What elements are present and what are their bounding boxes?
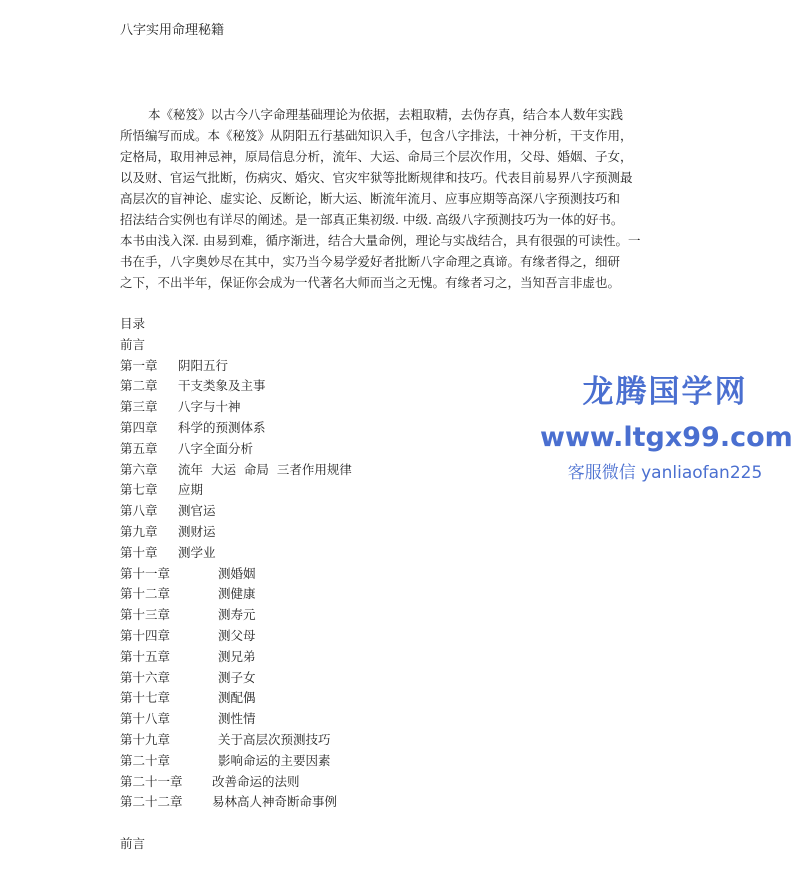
chapter-title: 测配偶 [218,690,256,706]
chapter-title: 流年 大运 命局 三者作用规律 [178,461,352,477]
toc-item [120,418,352,439]
chapter-number: 第十章 [120,544,158,560]
chapter-title: 八字全面分析 [178,440,254,456]
chapter-number: 第二十章 [120,752,171,768]
chapter-number: 第一章 [120,357,158,373]
toc-item [120,376,352,397]
toc-item [120,647,352,668]
watermark-url: www.ltgx99.com [540,422,793,453]
toc-preface: 前言 [120,336,146,352]
intro-line: 以及财、官运气批断，伤病灾、婚灾、官灾牢狱等批断规律和技巧。代表目前易界八字预测最 [120,170,633,185]
chapter-title: 测学业 [178,544,216,560]
chapter-title: 测寿元 [218,607,256,623]
chapter-title: 阴阳五行 [178,357,229,373]
intro-line: 本《秘笈》以古今八字命理基础理论为依据，去粗取精，去伪存真，结合本人数年实践 [148,107,624,122]
toc-item [120,605,352,626]
chapter-title: 测婚姻 [218,565,256,581]
chapter-number: 第十四章 [120,627,171,643]
chapter-title: 改善命运的法则 [212,773,300,789]
chapter-title: 干支类象及主事 [178,378,266,394]
chapter-number: 第二十二章 [120,794,183,810]
toc-item [120,501,352,522]
table-of-contents [120,314,352,813]
toc-item [120,626,352,647]
chapter-number: 第十五章 [120,648,171,664]
chapter-number: 第五章 [120,440,158,456]
chapter-title: 易林高人神奇断命事例 [212,794,338,810]
watermark-site-name: 龙腾国学网 [582,374,748,410]
watermark-contact: 客服微信 yanliaofan225 [567,463,763,483]
chapter-number: 第三章 [120,399,158,415]
toc-item [120,751,352,772]
chapter-number: 第十六章 [120,669,171,685]
toc-heading: 目录 [120,316,146,331]
chapter-title: 测官运 [178,503,216,519]
chapter-title: 科学的预测体系 [178,419,266,435]
chapter-title: 测父母 [218,627,256,643]
intro-line: 之下，不出半年，保证你会成为一代著名大师而当之无愧。有缘者习之，当知吾言非虚也。 [120,275,621,290]
chapter-number: 第十一章 [120,565,171,581]
chapter-number: 第十三章 [120,607,171,623]
intro-line: 高层次的盲神论、虚实论、反断论，断大运、断流年流月、应事应期等高深八字预测技巧和 [120,191,621,206]
chapter-number: 第二章 [120,378,158,394]
chapter-title: 应期 [178,482,204,498]
toc-item [120,668,352,689]
toc-item [120,439,352,460]
intro-line: 书在手，八字奥妙尽在其中，实乃当今易学爱好者批断八字命理之真谛。有缘者得之，细研 [120,254,621,269]
preface-heading: 前言 [120,836,146,851]
toc-item [120,584,352,605]
intro-line: 本书由浅入深. 由易到难，循序渐进，结合大量命例，理论与实战结合，具有很强的可读性。一 [120,233,641,248]
toc-item [120,772,352,793]
toc-item [120,460,352,481]
chapter-title: 关于高层次预测技巧 [218,731,331,747]
document-title: 八字实用命理秘籍 [120,23,225,38]
chapter-title: 测子女 [218,669,256,685]
toc-item [120,730,352,751]
chapter-number: 第七章 [120,482,158,498]
chapter-number: 第四章 [120,419,158,435]
intro-line: 招法结合实例也有详尽的阐述。是一部真正集初级. 中级. 高级八字预测技巧为一体的好书。 [120,212,624,227]
chapter-number: 第十八章 [120,711,171,727]
chapter-number: 第十九章 [120,731,171,747]
watermark [540,372,793,486]
chapter-title: 测性情 [218,711,256,727]
intro-line: 所悟编写而成。本《秘笈》从阴阳五行基础知识入手，包含八字排法，十神分析，干支作用， [120,128,633,143]
chapter-title: 八字与十神 [178,399,241,415]
toc-item [120,522,352,543]
toc-item [120,543,352,564]
chapter-title: 测财运 [178,523,216,539]
toc-item [120,480,352,501]
chapter-title: 测健康 [218,586,256,602]
chapter-number: 第八章 [120,503,158,519]
toc-item [120,792,352,813]
toc-item [120,356,352,377]
chapter-number: 第十七章 [120,690,171,706]
intro-paragraph [120,104,680,293]
chapter-number: 第六章 [120,461,158,477]
chapter-number: 第九章 [120,523,158,539]
chapter-title: 影响命运的主要因素 [218,752,331,768]
chapter-number: 第二十一章 [120,773,183,789]
toc-item [120,564,352,585]
toc-item [120,688,352,709]
intro-line: 定格局，取用神忌神，原局信息分析，流年、大运、命局三个层次作用，父母、婚姻、子女， [120,149,633,164]
chapter-title: 测兄弟 [218,648,256,664]
toc-item [120,709,352,730]
chapter-number: 第十二章 [120,586,171,602]
toc-item [120,397,352,418]
